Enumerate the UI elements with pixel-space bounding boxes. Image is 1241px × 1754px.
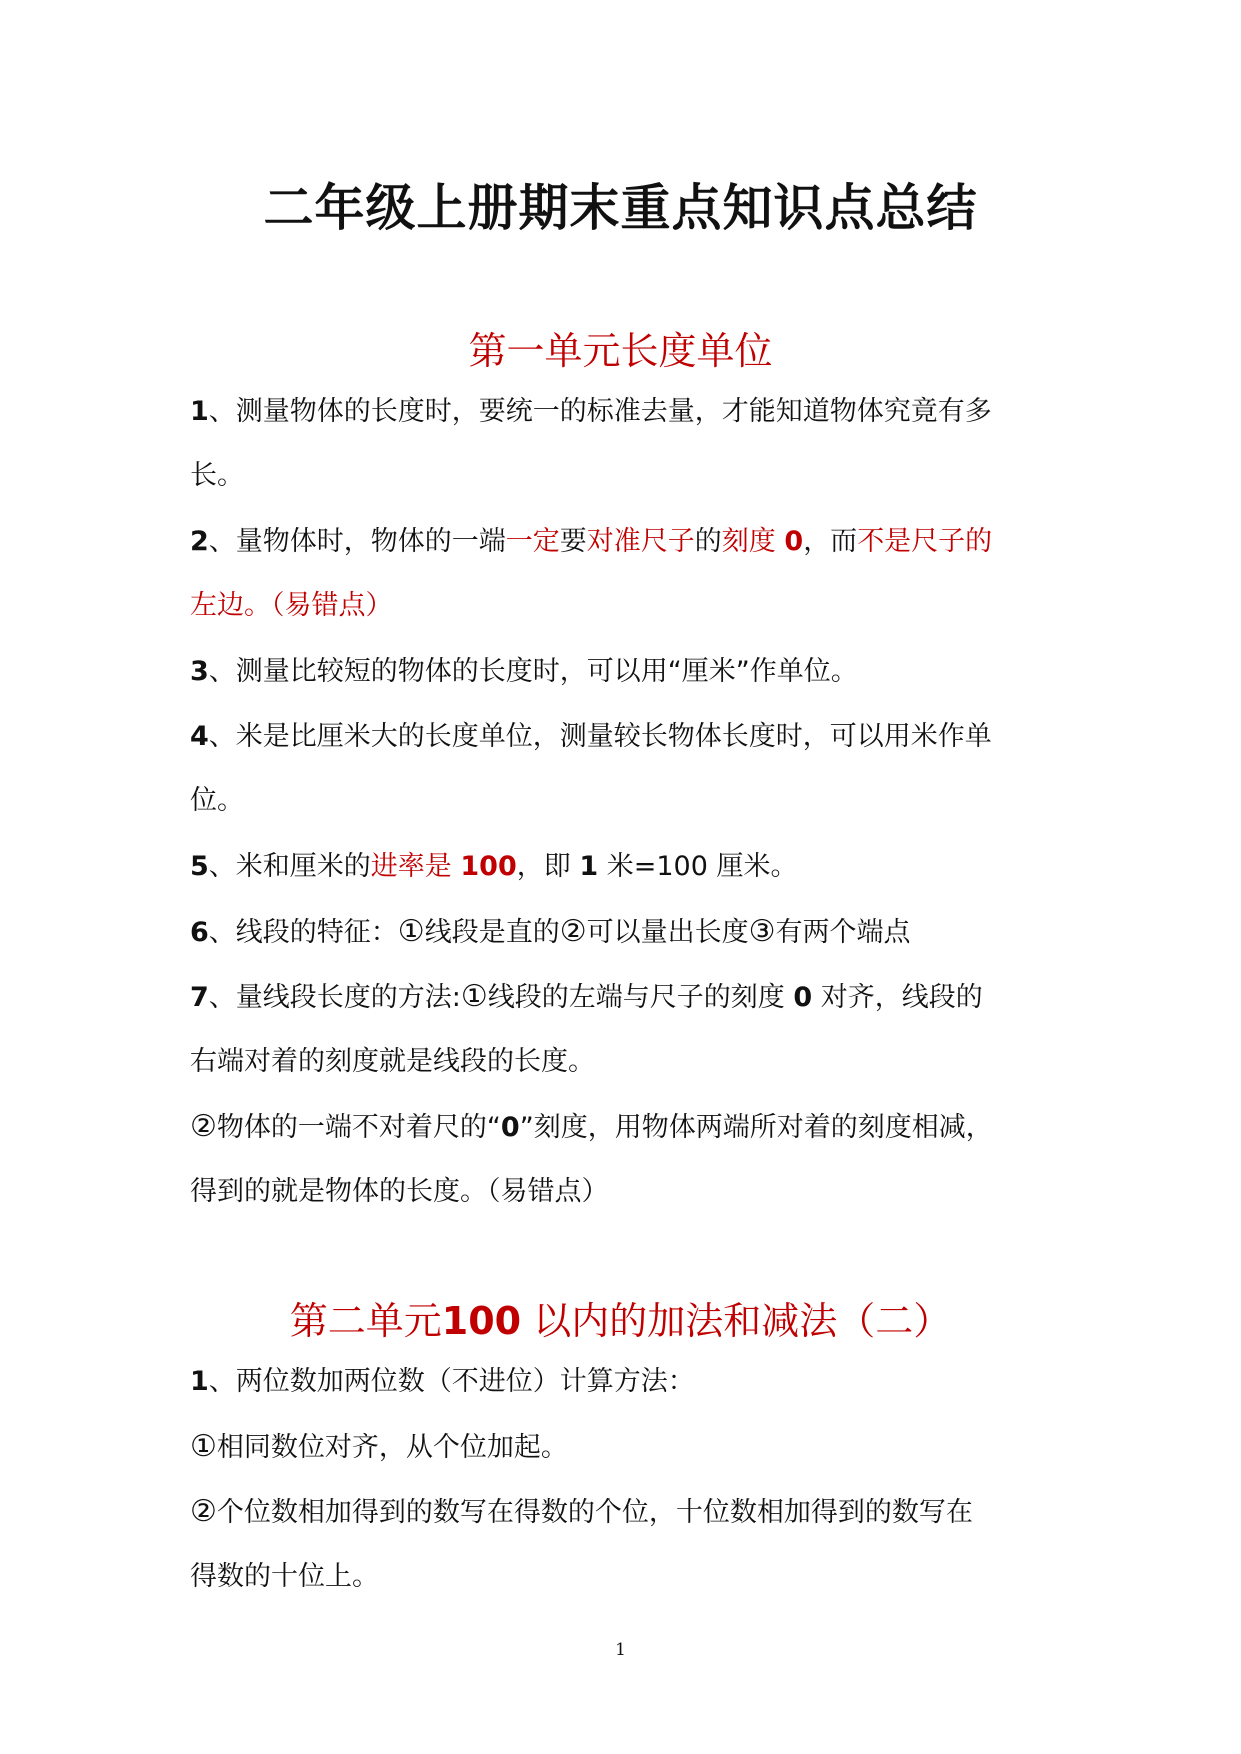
inline-number: 0 <box>793 982 813 1013</box>
page-title: 二年级上册期末重点知识点总结 <box>263 179 978 237</box>
inline-number: 0 <box>500 1112 520 1143</box>
item-text: 、两位数加两位数（不进位）计算方法： <box>208 1366 695 1397</box>
unit1-item2 <box>190 510 1060 638</box>
item-text: 有两个端点 <box>775 917 911 948</box>
item-text: 线段是直的 <box>424 917 560 948</box>
unit1-item6 <box>190 900 1060 965</box>
item-text: 、量线段长度的方法: <box>208 982 461 1013</box>
unit2-heading-part: 以内的加法和减法（二） <box>533 1299 952 1343</box>
item-number: 2 <box>190 526 209 557</box>
unit1-item4 <box>190 705 1060 833</box>
highlight-number: 0 <box>784 526 804 557</box>
circled-three: ③ <box>748 914 776 949</box>
item-text: 相同数位对齐，从个位加起。 <box>216 1432 568 1463</box>
item-number: 7 <box>190 982 209 1013</box>
item-text: 、米是比厘米大的长度单位，测量较长物体长度时，可以用米作单 <box>208 721 992 752</box>
item-text: 可以量出长度 <box>586 917 749 948</box>
circled-one: ① <box>397 914 425 949</box>
circled-one: ① <box>460 979 488 1014</box>
item-text-cont: 右端对着的刻度就是线段的长度。 <box>190 1046 595 1077</box>
highlight-text: 不是尺子的 <box>857 526 993 557</box>
item-text: 、测量比较短的物体的长度时，可以用“厘米”作单位。 <box>208 656 858 687</box>
item-text: ，即 <box>516 851 571 882</box>
highlight-text: 刻度 <box>721 526 776 557</box>
page-number: 1 <box>615 1640 626 1660</box>
unit2-item1 <box>190 1350 1060 1414</box>
item-number: 4 <box>190 721 209 752</box>
item-text: ，而 <box>803 526 858 557</box>
item-number: 3 <box>190 656 209 687</box>
item-text-cont: 位。 <box>190 785 244 816</box>
item-number: 5 <box>190 851 209 882</box>
item-text: 、线段的特征： <box>208 917 398 948</box>
item-text: 物体的一端不对着尺的“ <box>216 1112 501 1143</box>
item-text-cont: 得到的就是物体的长度。（易错点） <box>190 1176 609 1207</box>
unit1-item8 <box>190 1095 1060 1224</box>
unit2-heading-number: 100 <box>441 1299 522 1343</box>
item-text: ”刻度，用物体两端所对着的刻度相减， <box>519 1112 993 1143</box>
circled-two: ② <box>190 1494 217 1529</box>
item-text: 、测量物体的长度时，要统一的标准去量，才能知道物体究竟有多 <box>208 396 992 427</box>
unit1-item3 <box>190 640 1060 704</box>
highlight-text: 一定 <box>505 526 560 557</box>
unit1-item7 <box>190 965 1060 1094</box>
circled-two: ② <box>559 914 587 949</box>
unit1-item5 <box>190 835 1060 899</box>
item-text: 、米和厘米的 <box>208 851 371 882</box>
unit2-heading <box>0 1290 1241 1345</box>
item-text: 要 <box>559 526 587 557</box>
item-text-cont: 得数的十位上。 <box>190 1561 379 1592</box>
item-text-cont: 长。 <box>190 460 244 491</box>
item-text: 米=100 <box>606 851 708 882</box>
item-text: 、量物体时，物体的一端 <box>208 526 506 557</box>
unit2-item3 <box>190 1480 1060 1609</box>
unit1-heading: 第一单元长度单位 <box>468 329 773 373</box>
inline-number: 1 <box>579 851 599 882</box>
highlight-text: 进率是 <box>370 851 452 882</box>
circled-one: ① <box>190 1429 217 1464</box>
item-text: 对齐，线段的 <box>820 982 983 1013</box>
item-text: 厘米。 <box>716 851 798 882</box>
highlight-text: 对准尺子 <box>586 526 695 557</box>
unit2-heading-part: 第二单元 <box>289 1299 442 1343</box>
item-text: 个位数相加得到的数写在得数的个位，十位数相加得到的数写在 <box>216 1497 973 1528</box>
item-number: 6 <box>190 917 209 948</box>
item-number: 1 <box>190 396 209 427</box>
unit2-item2 <box>190 1415 1060 1480</box>
item-text: 的 <box>694 526 722 557</box>
highlight-number: 100 <box>460 851 517 882</box>
item-number: 1 <box>190 1366 209 1397</box>
circled-two: ② <box>190 1109 217 1144</box>
highlight-text: 左边。（易错点） <box>190 590 393 621</box>
unit1-item1 <box>190 380 1060 508</box>
item-text: 线段的左端与尺子的刻度 <box>487 982 785 1013</box>
